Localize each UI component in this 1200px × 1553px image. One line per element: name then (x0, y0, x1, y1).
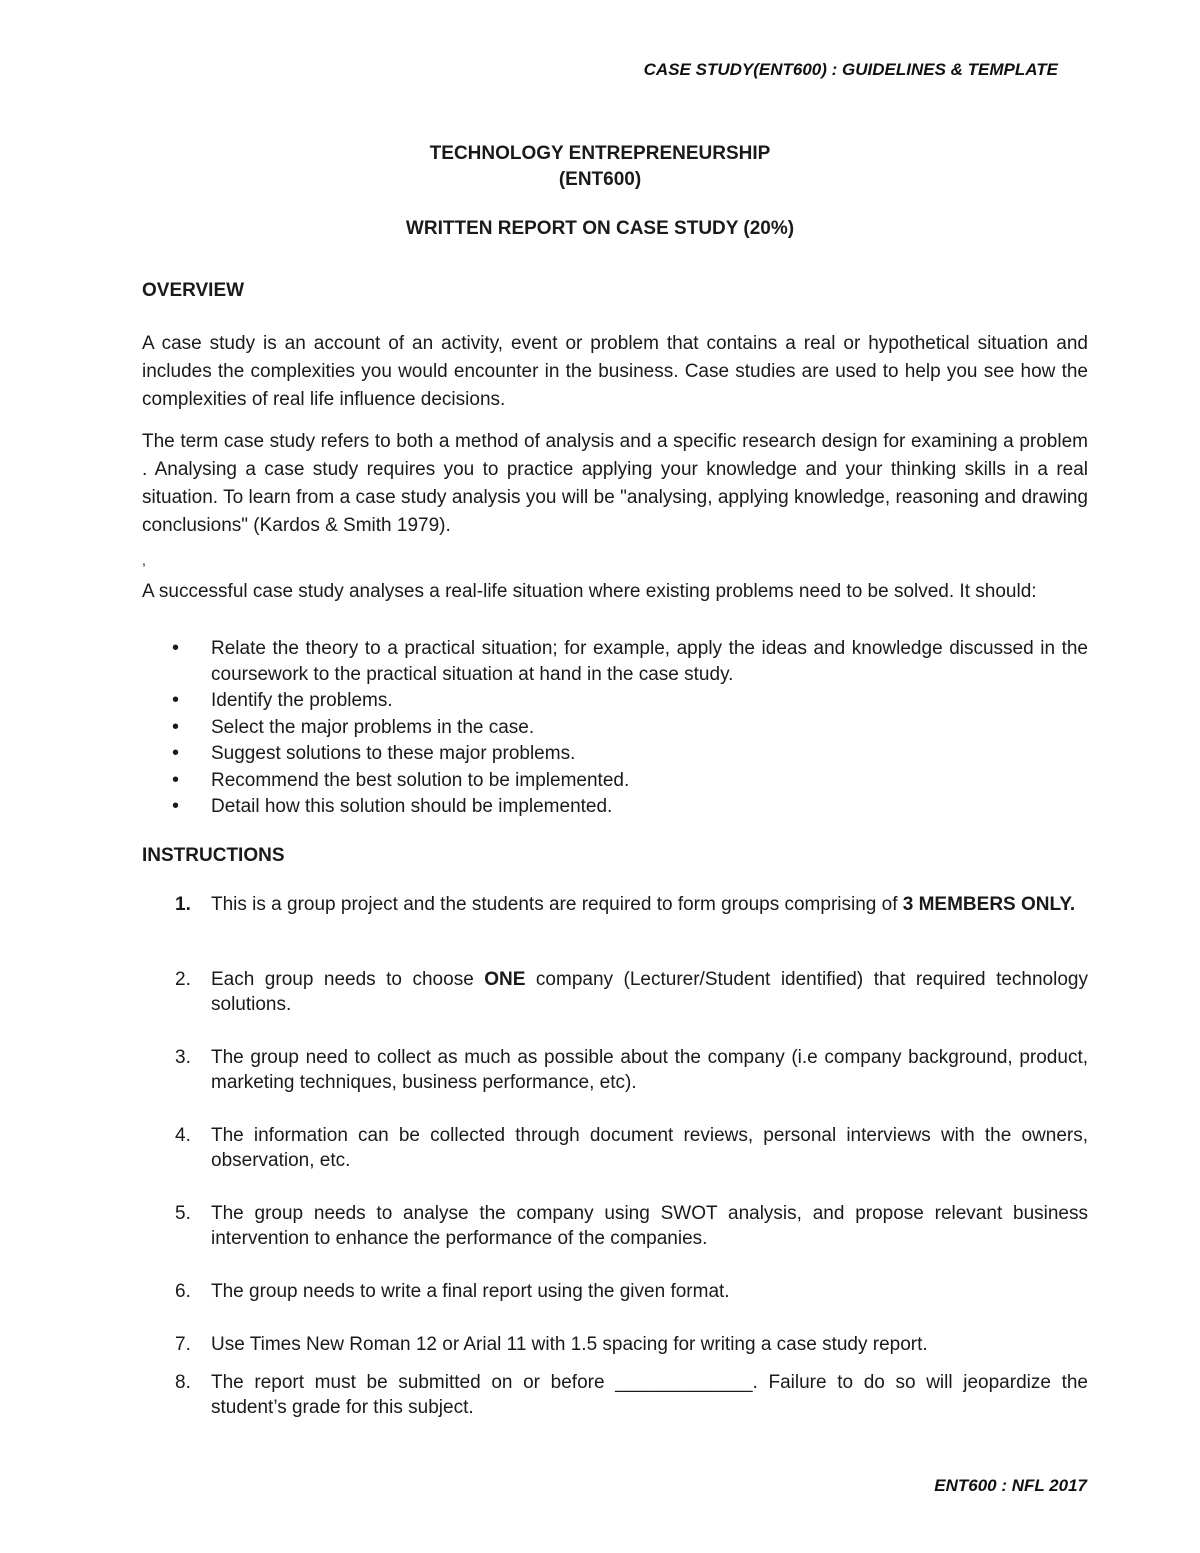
list-item: • Relate the theory to a practical situation; for example, apply the ideas and knowledge discussed in the coursework to the practical situation at hand in the case study. (142, 636, 1088, 687)
list-item: • Detail how this solution should be implemented. (142, 794, 1088, 820)
instructions-heading: INSTRUCTIONS (142, 845, 285, 866)
instruction-item-6 (142, 1279, 1088, 1304)
item-text: The report must be submitted on or before _____________. Failure to do so will jeopardize the student’s grade for this subject. (211, 1372, 1088, 1418)
item-text-emphasis: 3 MEMBERS ONLY. (902, 894, 1076, 915)
item-text-part: company (Lecturer/Student identified) that required technology solutions. (211, 969, 1088, 1015)
stray-mark: , (142, 552, 146, 568)
item-text: The group need to collect as much as possible about the company (i.e company background, product, marketing techniques, business performance, etc). (211, 1047, 1088, 1093)
item-number: 4. (175, 1125, 191, 1146)
item-number: 5. (175, 1203, 191, 1224)
item-text-part: This is a group project and the students are required to form groups comprising of (211, 894, 903, 915)
item-number: 3. (175, 1047, 191, 1068)
item-text (211, 892, 1088, 917)
item-text (211, 967, 1088, 1017)
list-item: • Identify the problems. (142, 688, 1088, 714)
item-text-part: Each group needs to choose (211, 969, 485, 990)
item-number: 7. (175, 1334, 191, 1355)
instruction-item-7 (142, 1332, 1088, 1357)
overview-paragraph-1: A case study is an account of an activity, event or problem that contains a real or hypothetical situation and includes the complexities you would encounter in the business. Case studies are used to help you see how the complexities of real life influence decisions. (142, 333, 1088, 410)
item-text: The group needs to analyse the company using SWOT analysis, and propose relevant business intervention to enhance the performance of the companies. (211, 1203, 1088, 1249)
overview-heading: OVERVIEW (142, 280, 245, 301)
instruction-item-5 (142, 1201, 1088, 1251)
item-text: The group needs to write a final report using the given format. (211, 1281, 730, 1302)
overview-bullet-list (142, 636, 1088, 821)
item-text-emphasis: ONE (484, 969, 526, 990)
item-text: The information can be collected through document reviews, personal interviews with the owners, observation, etc. (211, 1125, 1088, 1171)
instruction-item-4 (142, 1123, 1088, 1173)
instruction-item-1 (142, 892, 1088, 917)
item-number: 8. (175, 1372, 191, 1393)
running-footer: ENT600 : NFL 2017 (934, 1476, 1087, 1495)
course-code: (ENT600) (558, 169, 642, 190)
running-header: CASE STUDY(ENT600) : GUIDELINES & TEMPLATE (643, 60, 1058, 79)
instruction-item-3 (142, 1045, 1088, 1095)
overview-paragraph-3: A successful case study analyses a real-life situation where existing problems need to be solved. It should: (142, 581, 1037, 602)
list-item: • Suggest solutions to these major problems. (142, 741, 1088, 767)
item-text: Use Times New Roman 12 or Arial 11 with 1.5 spacing for writing a case study report. (211, 1334, 928, 1355)
instruction-item-2 (142, 967, 1088, 1017)
list-item: • Recommend the best solution to be implemented. (142, 768, 1088, 794)
report-title: WRITTEN REPORT ON CASE STUDY (20%) (405, 218, 795, 239)
item-number: 1. (175, 894, 191, 915)
item-number: 2. (175, 969, 191, 990)
list-item: • Select the major problems in the case. (142, 715, 1088, 741)
overview-paragraph-2: The term case study refers to both a method of analysis and a specific research design for examining a problem . Analysing a case study requires you to practice applying your knowledge and your thinking skills in a real situation. To learn from a case study analysis you will be "analysing, applying knowledge, reasoning and drawing conclusions" (Kardos & Smith 1979). (142, 431, 1088, 536)
course-title: TECHNOLOGY ENTREPRENEURSHIP (429, 143, 771, 164)
item-number: 6. (175, 1281, 191, 1302)
instruction-item-8 (142, 1370, 1088, 1420)
